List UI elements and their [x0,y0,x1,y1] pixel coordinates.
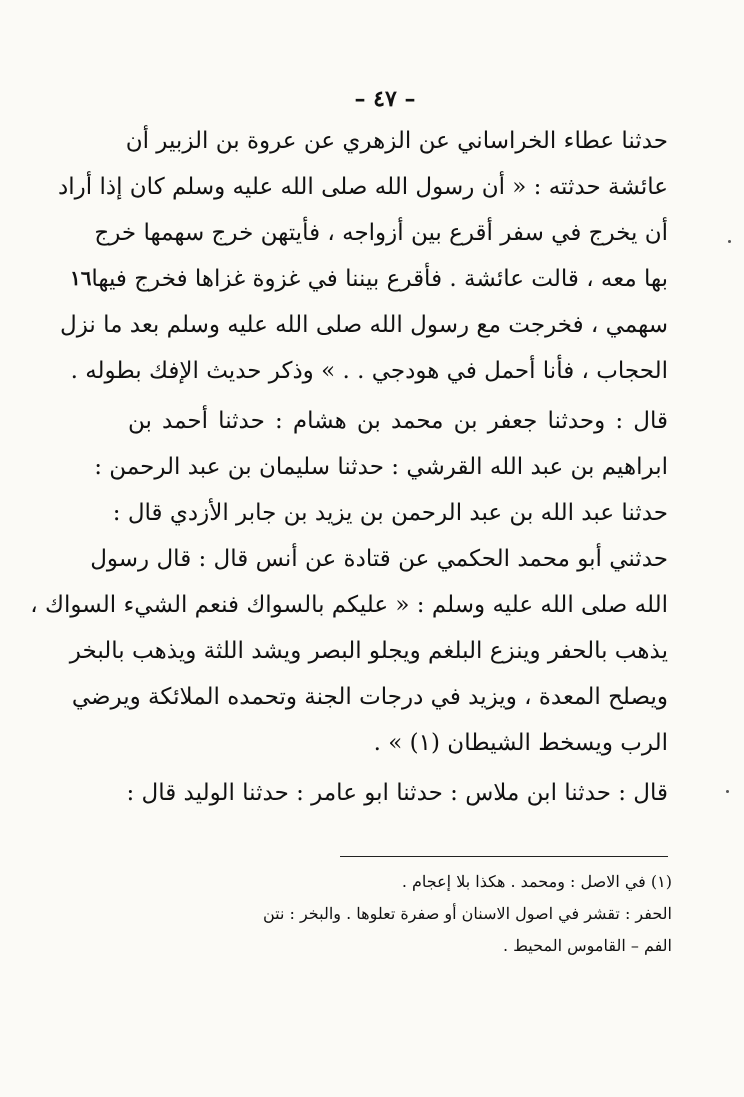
text-line: قال : حدثنا ابن ملاس : حدثنا ابو عامر : حدثنا الوليد قال : [126,780,668,806]
scan-speck [726,790,729,793]
text-line: يذهب بالحفر وينزع البلغم ويجلو البصر ويشد اللثة ويذهب بالبخر [69,638,668,664]
text-line: قال : وحدثنا جعفر بن محمد بن هشام : حدثنا أحمد بن [128,408,668,434]
margin-number: ١٦ [70,266,92,290]
footnote-line: الفم – القاموس المحيط . [502,936,672,955]
text-line: عائشة حدثته : « أن رسول الله صلى الله عليه وسلم كان إذا أراد [58,174,668,200]
page-number: – ٤٧ – [354,86,416,112]
text-line: الرب ويسخط الشيطان (١) » . [373,730,668,756]
text-line: الحجاب ، فأنا أحمل في هودجي . . » وذكر حديث الإفك بطوله . [70,358,668,384]
footnote-line: الحفر : تقشر في اصول الاسنان أو صفرة تعلوها . والبخر : نتن [262,904,672,923]
footnotes [262,866,672,962]
text-line: بها معه ، قالت عائشة . فأقرع بيننا في غزوة غزاها فخرج فيها [91,266,668,292]
text-line: الله صلى الله عليه وسلم : « عليكم بالسواك فنعم الشيء السواك ، [30,592,668,618]
paragraph-2 [30,398,668,766]
text-line: أن يخرج في سفر أقرع بين أزواجه ، فأيتهن خرج سهمها خرج [94,220,668,246]
text-line: سهمي ، فخرجت مع رسول الله صلى الله عليه وسلم بعد ما نزل [60,312,668,338]
text-line: حدثنا عطاء الخراساني عن الزهري عن عروة بن الزبير أن [125,128,668,154]
text-line: ويصلح المعدة ، ويزيد في درجات الجنة وتحمده الملائكة ويرضي [71,684,668,710]
footnote-line: (١) في الاصل : ومحمد . هكذا بلا إعجام . [401,872,672,891]
scan-speck [728,240,731,243]
text-line: حدثني أبو محمد الحكمي عن قتادة عن أنس قال : قال رسول [90,546,668,572]
text-line: ابراهيم بن عبد الله القرشي : حدثنا سليمان بن عبد الرحمن : [94,454,668,480]
footnote-divider [340,856,668,857]
paragraph-3 [128,770,668,816]
text-line: حدثنا عبد الله بن عبد الرحمن بن يزيد بن جابر الأزدي قال : [112,500,668,526]
